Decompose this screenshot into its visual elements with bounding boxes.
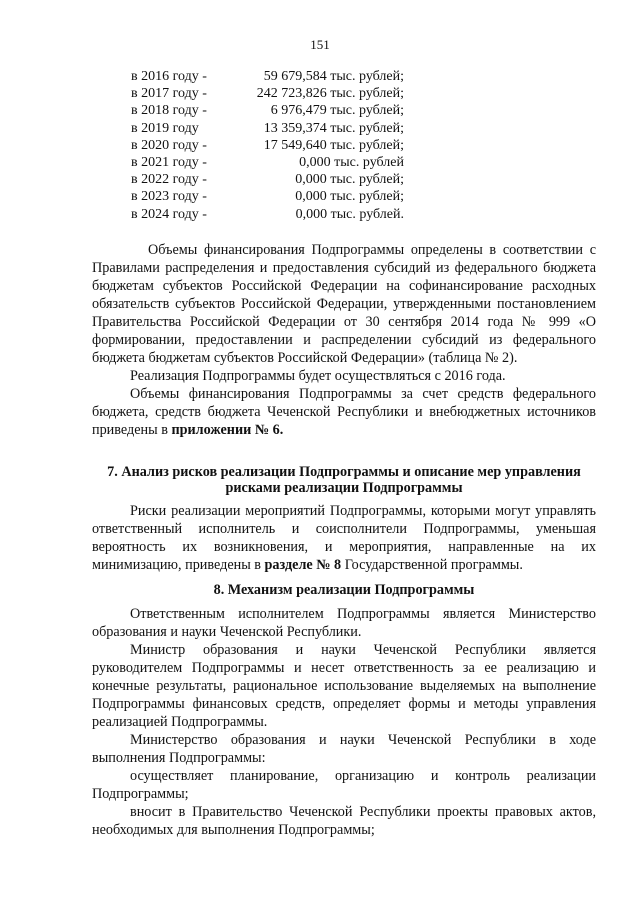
appendix-reference: приложении № 6. (171, 422, 284, 438)
page-number: 151 (310, 37, 330, 52)
paragraph (92, 385, 596, 439)
paragraph: вносит в Правительство Чеченской Республики проекты правовых актов, необходимых для выполнения Подпрограммы; (92, 804, 596, 838)
paragraph-text: Объемы финансирования Подпрограммы за счет средств федерального бюджета, средств бюджета Чеченской Республики и внебюджетных источников приведены в (92, 386, 596, 438)
section-7-heading: 7. Анализ рисков реализации Подпрограммы и описание мер управления рисками реализации Подпрограммы (107, 464, 581, 496)
funding-row (131, 188, 404, 205)
funding-amount: 0,000 тыс. рублей; (295, 172, 404, 188)
paragraph: Министр образования и науки Чеченской Республики является руководителем Подпрограммы и несет ответственность за ее реализацию и конечные результаты, рациональное использование выделяемых на выполнение Подпрограммы финансовых средств, определяет формы и методы управления реализацией Подпрограммы. (92, 642, 596, 730)
funding-year: в 2021 году - (131, 155, 207, 171)
funding-year: в 2024 году - (131, 206, 207, 222)
funding-year: в 2016 году - (131, 69, 207, 84)
funding-year: в 2023 году - (131, 189, 207, 205)
funding-text-block (92, 241, 596, 439)
section-reference: разделе № 8 (264, 557, 342, 573)
funding-row (131, 137, 404, 154)
paragraph: Ответственным исполнителем Подпрограммы является Министерство образования и науки Чеченской Республики. (92, 606, 596, 640)
funding-year: в 2022 году - (131, 172, 207, 188)
funding-row (131, 85, 404, 102)
funding-amount: 13 359,374 тыс. рублей; (263, 120, 404, 136)
paragraph: Объемы финансирования Подпрограммы определены в соответствии с Правилами распределения и предоставления субсидий из федерального бюджета бюджетам субъектов Российской Федерации на софинансирование расходных обязательств субъектов Российской Федерации, утвержденными постановлением Правительства Российской Федерации от 30 сентября 2014 года № 999 «О формировании, предоставлении и распределении субсидий из федерального бюджета бюджетам субъектов Российской Федерации» (таблица № 2). (92, 242, 596, 366)
funding-amount: 0,000 тыс. рублей (299, 155, 404, 171)
funding-year: в 2017 году - (131, 86, 207, 102)
paragraph-text: Риски реализации мероприятий Подпрограммы, которыми могут управлять ответственный исполнитель и соисполнители Подпрограммы, уменьшая вероятность их возникновения, и мероприятия, направленные на их минимизацию, приведены в (92, 503, 596, 573)
funding-amount: 0,000 тыс. рублей; (295, 189, 404, 205)
funding-row (131, 102, 404, 119)
funding-row (131, 206, 404, 223)
paragraph: Министерство образования и науки Чеченской Республики в ходе выполнения Подпрограммы: (92, 732, 596, 766)
paragraph: Реализация Подпрограммы будет осуществляться с 2016 года. (130, 368, 506, 384)
section-8-text (92, 605, 596, 839)
funding-amount: 59 679,584 тыс. рублей; (263, 69, 404, 84)
funding-amount: 242 723,826 тыс. рублей; (256, 86, 404, 102)
funding-year: в 2020 году - (131, 137, 207, 153)
paragraph-text: Государственной программы. (341, 557, 523, 573)
funding-row (131, 68, 404, 85)
funding-row (131, 154, 404, 171)
funding-row (131, 120, 404, 137)
funding-row (131, 171, 404, 188)
section-8-heading: 8. Механизм реализации Подпрограммы (213, 582, 475, 598)
funding-amount: 0,000 тыс. рублей. (295, 206, 404, 222)
funding-amount: 6 976,479 тыс. рублей; (270, 103, 404, 119)
funding-amount: 17 549,640 тыс. рублей; (263, 137, 404, 153)
funding-year: в 2019 году (131, 120, 199, 136)
paragraph (92, 502, 596, 574)
paragraph: осуществляет планирование, организацию и контроль реализации Подпрограммы; (92, 768, 596, 802)
funding-year: в 2018 году - (131, 103, 207, 119)
funding-by-year-list (131, 68, 404, 223)
section-7-text (92, 502, 596, 574)
